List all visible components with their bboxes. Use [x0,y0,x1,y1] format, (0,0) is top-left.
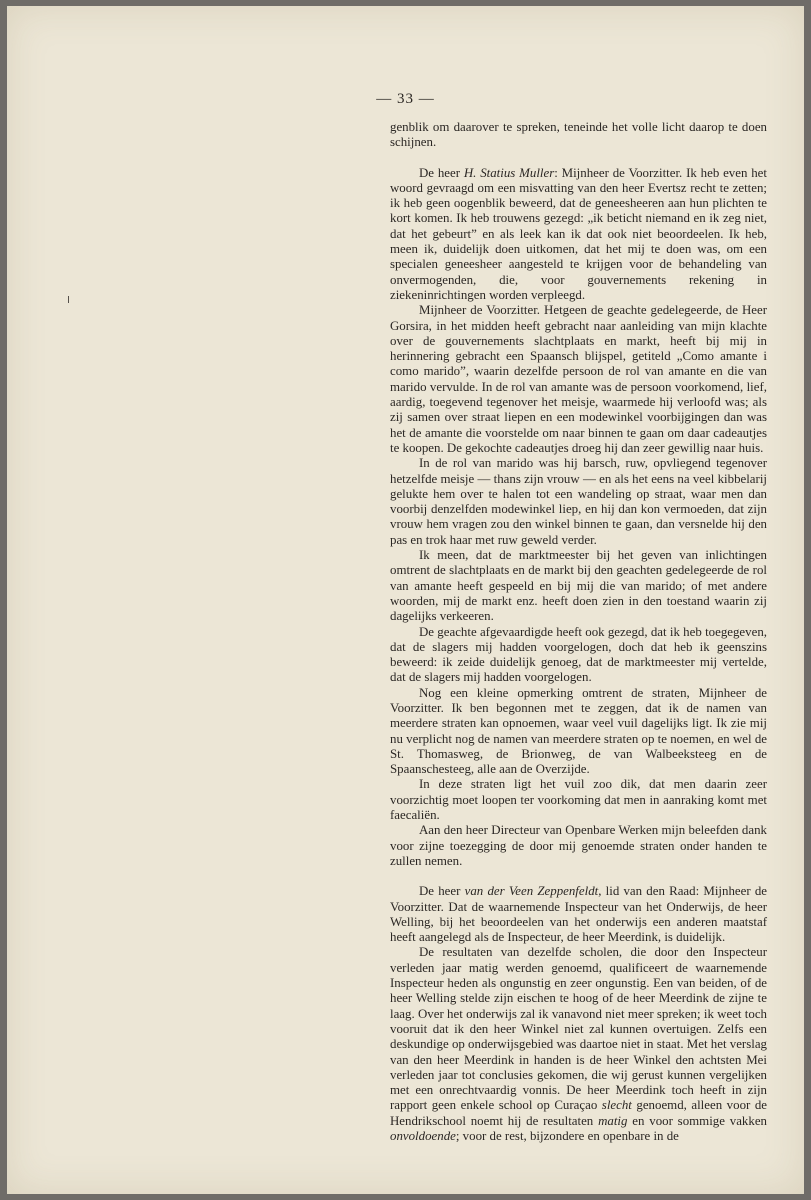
paragraph-speaker-zeppenfeldt [390,884,767,945]
emphasis-matig: matig [598,1113,628,1128]
speaker-name: H. Statius Muller [463,165,555,180]
emphasis-onvoldoende: onvoldoende [390,1129,456,1143]
paragraph: Aan den heer Directeur van Openbare Werken mijn beleefden dank voor zijne toezegging de door mij genoemde straten onder handen te zullen nemen. [390,823,767,868]
speaker-prefix: De heer [419,165,464,180]
paragraph: Mijnheer de Voorzitter. Hetgeen de geachte gedelegeerde, de Heer Gorsira, in het midden heeft gebracht naar aanleiding van mijn klachte over de gouvernements slachtplaats en markt, heeft bij mij in herinnering gebracht een Spaansch blijspel, getiteld „Como amante i como marido”, waarin dezelfde persoon de rol van amante en die van marido vervulde. In de rol van amante was de persoon voorkomend, lief, aardig, toegevend tegenover het meisje, waarmede hij verloofd was; als zij samen over straat liepen en een modewinkel voorbijgingen dan was het de amante die voorstelde om naar binnen te gaan om daar cadeautjes te koopen. De gekochte cadeautjes droeg hij dan zeer gewillig naar huis. [390,303,767,455]
paragraph-last [390,945,767,1144]
text-run: genoemd, alleen voor de Hendrikschool noemt hij de resultaten [390,1098,767,1128]
paragraph: Ik meen, dat de marktmeester bij het geven van inlichtingen omtrent de slachtplaats en de markt bij den geachten gedelegeerde de rol van amante heeft gespeeld en bij mij die van marido; of met andere woorden, mij de markt enz. heeft doen zien in den toestand waarin zij dagelijks verkeeren. [390,548,767,624]
text-column [390,120,767,1144]
text-run: ; voor de rest, bijzondere en openbare in de [455,1129,679,1143]
paragraph-continuation: genblik om daarover te spreken, teneinde het volle licht daarop te doen schijnen. [390,120,767,150]
paragraph: In deze straten ligt het vuil zoo dik, dat men daarin zeer voorzichtig moet loopen ter voorkoming dat men in aanraking komt met faecaliën. [390,777,767,823]
speaker-name: van der Veen Zeppenfeldt [464,884,599,899]
paragraph-speaker-muller [390,166,767,304]
text-run: en voor sommige vakken [627,1113,767,1128]
page-number: — 33 — [376,91,435,107]
margin-mark [68,296,69,303]
emphasis-slecht: slecht [601,1098,632,1113]
speech-text: , lid van den Raad: Mijnheer de Voorzitter. Dat de waarnemende Inspecteur van het Onderwijs, de heer Welling, bij het beoordeelen van het onderwijs een anderen maatstaf heeft aangelegd als de Inspecteur, de heer Meerdink, is duidelijk. [390,884,767,945]
speech-text: : Mijnheer de Voorzitter. Ik heb even het woord gevraagd om een misvatting van den heer Evertsz recht te zetten; ik heb geen oogenblik beweerd, dat de geneesheeren aan hun plichten te kort komen. Ik heb trouwens gezegd: „ik beticht niemand en ik zeg niet, dat het gebeurt” en als leek kan ik dat ook niet beoordeelen. Ik heb, meen ik, duidelijk doen uitkomen, dat het mij te doen was, om een specialen geneesheer aangesteld te krijgen voor de behandeling van onvermogenden, die, voor gouvernements rekening in ziekeninrichtingen worden verpleegd. [390,165,767,302]
speaker-prefix: De heer [419,884,465,899]
paragraph: Nog een kleine opmerking omtrent de straten, Mijnheer de Voorzitter. Ik ben begonnen met te zeggen, dat ik de namen van meerdere straten kan opnoemen, waar veel vuil dagelijks ligt. Ik zie mij nu verplicht nog de namen van meerdere straten op te noemen, en wel de St. Thomasweg, de Brionweg, de van Walbeeksteeg en de Spaanschesteeg, alle aan de Overzijde. [390,685,767,777]
paragraph: In de rol van marido was hij barsch, ruw, opvliegend tegenover hetzelfde meisje — thans zijn vrouw — en als het eens na veel kibbelarij gelukte hem over te halen tot een wandeling op straat, waar men dan voorbij denzelfden modewinkel liep, en hij dan kon vermoeden, dat zijn vrouw hem vragen zou den winkel binnen te gaan, dan versnelde hij den pas en trok haar met ruw geweld verder. [390,456,767,547]
text-run: De resultaten van dezelfde scholen, die door den Inspecteur verleden jaar matig werden genoemd, qualificeert de waarnemende Inspecteur heden als ongunstig en zeer ongunstig. Een van beiden, of de heer Welling stelde zijn eischen te hoog of de heer Meerdink de zijne te laag. Over het onderwijs zal ik vanavond niet meer spreken; ik weet toch vooruit dat ik den heer Winkel niet zal kunnen overtuigen. Zelfs een deskundige op onderwijsgebied was daartoe niet in staat. Met het verslag van den heer Meerdink in handen is de heer Winkel den achtsten Mei verleden jaar tot conclusies gekomen, die wij gerust kunnen vergelijken met een onrechtvaardig vonnis. De heer Meerdink toch heeft in zijn rapport geen enkele school op Curaçao [390,945,767,1113]
paragraph: De geachte afgevaardigde heeft ook gezegd, dat ik heb toegegeven, dat de slagers mij hadden voorgelogen, doch dat heb ik geenszins beweerd: ik zeide duidelijk genoeg, dat de marktmeester mij vertelde, dat de slagers mij hadden voorgelogen. [390,624,767,685]
